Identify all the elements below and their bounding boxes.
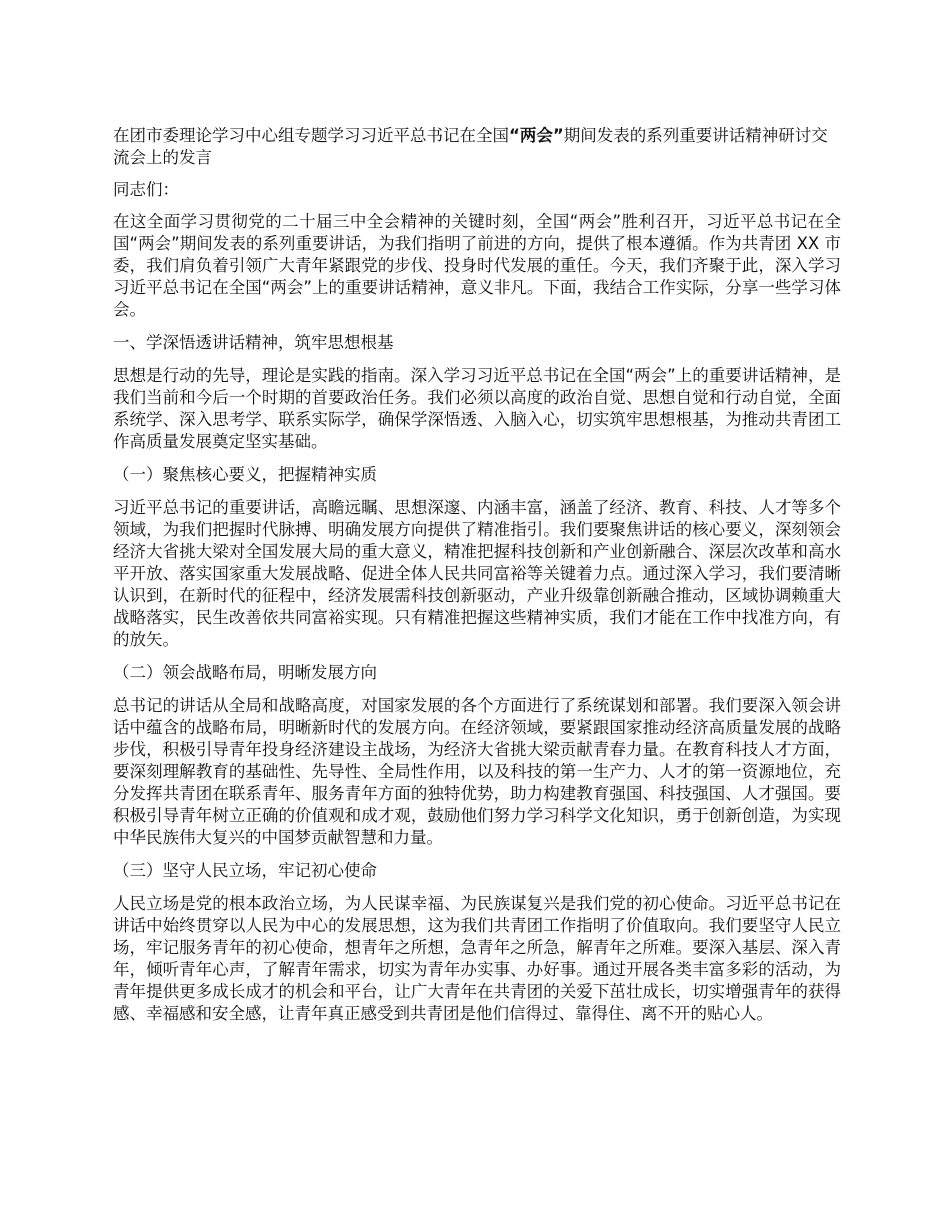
salutation: 同志们： (113, 180, 179, 199)
title-part-1: 在团市委理论学习中心组专题学习习近平总书记在全国 (113, 126, 509, 145)
document-page (113, 125, 841, 1036)
subsection-1-heading: （一）聚焦核心要义，把握精神实质 (113, 465, 377, 484)
subsection-3-paragraph: 人民立场是党的根本政治立场，为人民谋幸福、为民族谋复兴是我们党的初心使命。习近平总书记在讲话中始终贯穿以人民为中心的发展思想，这为我们共青团工作指明了价值取向。我们要坚守人民立场，牢记服务青年的初心使命，想青年之所想，急青年之所急，解青年之所难。要深入基层、深入青年，倾听青年心声，了解青年需求，切实为青年办实事、办好事。通过开展各类丰富多彩的活动，为青年提供更多成长成才的机会和平台，让广大青年在共青团的关爱下茁壮成长，切实增强青年的获得感、幸福感和安全感，让青年真正感受到共青团是他们信得过、靠得住、离不开的贴心人。 (113, 894, 841, 1023)
intro-paragraph: 在这全面学习贯彻党的二十届三中全会精神的关键时刻，全国“两会”胜利召开，习近平总书记在全国“两会”期间发表的系列重要讲话，为我们指明了前进的方向，提供了根本遵循。作为共青团 XX 市委，我们肩负着引领广大青年紧跟党的步伐、投身时代发展的重任。今天，我们齐聚于此，深入学习习近平总书记在全国“两会”上的重要讲话精神，意义非凡。下面，我结合工作实际，分享一些学习体会。 (113, 212, 841, 319)
title-quote: “两会” (509, 126, 564, 145)
subsection-2-paragraph: 总书记的讲话从全局和战略高度，对国家发展的各个方面进行了系统谋划和部署。我们要深入领会讲话中蕴含的战略布局，明晰新时代的发展方向。在经济领域，要紧跟国家推动经济高质量发展的战略步伐，积极引导青年投身经济建设主战场，为经济大省挑大梁贡献青春力量。在教育科技人才方面，要深刻理解教育的基础性、先导性、全局性作用，以及科技的第一生产力、人才的第一资源地位，充分发挥共青团在联系青年、服务青年方面的独特优势，助力构建教育强国、科技强国、人才强国。要积极引导青年树立正确的价值观和成才观，鼓励他们努力学习科学文化知识，勇于创新创造，为实现中华民族伟大复兴的中国梦贡献智慧和力量。 (113, 696, 841, 847)
subsection-3-heading: （三）坚守人民立场，牢记初心使命 (113, 861, 377, 880)
subsection-1-paragraph: 习近平总书记的重要讲话，高瞻远瞩、思想深邃、内涵丰富，涵盖了经济、教育、科技、人才等多个领域，为我们把握时代脉搏、明确发展方向提供了精准指引。我们要聚焦讲话的核心要义，深刻领会经济大省挑大梁对全国发展大局的重大意义，精准把握科技创新和产业创新融合、深层次改革和高水平开放、落实国家重大发展战略、促进全体人民共同富裕等关键着力点。通过深入学习，我们要清晰认识到，在新时代的征程中，经济发展需科技创新驱动，产业升级靠创新融合推动，区域协调赖重大战略落实，民生改善依共同富裕实现。只有精准把握这些精神实质，我们才能在工作中找准方向，有的放矢。 (113, 498, 841, 649)
subsection-2-heading: （二）领会战略布局，明晰发展方向 (113, 663, 377, 682)
document-title (113, 125, 841, 169)
section-1-paragraph: 思想是行动的先导，理论是实践的指南。深入学习习近平总书记在全国“两会”上的重要讲话精神，是我们当前和今后一个时期的首要政治任务。我们必须以高度的政治自觉、思想自觉和行动自觉，全面系统学、深入思考学、联系实际学，确保学深悟透、入脑入心，切实筑牢思想根基，为推动共青团工作高质量发展奠定坚实基础。 (113, 366, 841, 451)
title-part-2: 期间发表的系列重要讲话精神研讨交流会上的发言 (113, 126, 828, 167)
section-1-heading: 一、学深悟透讲话精神，筑牢思想根基 (113, 333, 394, 352)
